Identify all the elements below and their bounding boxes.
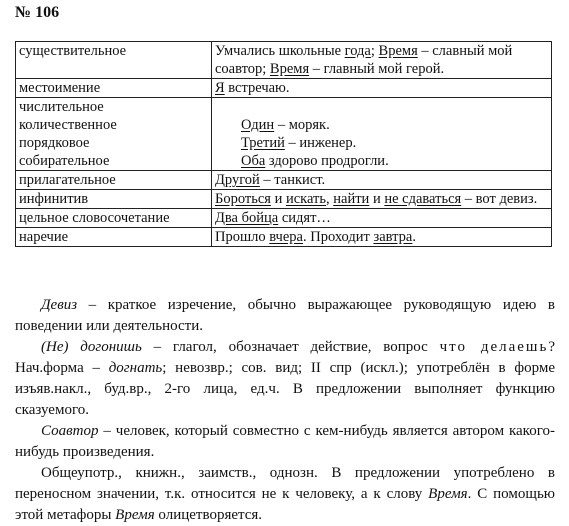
underlined-word: найти	[333, 191, 370, 207]
term-word: Время	[115, 507, 155, 523]
note-text: Общеупотр., книжн., заимств., однозн. В предложении употреблено в переносном значении, т.к. относится не к человеку, а к слову	[15, 465, 555, 502]
example-text: – инженер.	[284, 135, 357, 151]
example-cell	[212, 79, 552, 98]
underlined-word: Бороться	[215, 191, 271, 207]
part-of-speech-label: цельное словосочетание	[19, 210, 170, 226]
part-of-speech-cell	[16, 190, 212, 209]
example-cell	[212, 98, 552, 171]
example-text: . Проходит	[302, 229, 374, 245]
table-row	[16, 98, 552, 171]
underlined-word: Два бойца	[215, 210, 279, 226]
example-cell	[212, 171, 552, 190]
example-line	[215, 134, 548, 152]
example-cell	[212, 228, 552, 247]
term-word: догнать	[108, 360, 163, 376]
part-of-speech-cell	[16, 228, 212, 247]
underlined-word: Время	[269, 61, 310, 77]
example-text: сидят…	[278, 210, 331, 226]
part-of-speech-label: прилагательное	[19, 172, 116, 188]
example-text: Прошло	[215, 229, 270, 245]
example-cell	[212, 190, 552, 209]
note-paragraph	[15, 463, 555, 526]
example-text: ,	[326, 191, 334, 207]
table-row	[16, 190, 552, 209]
term-word: (Не) догонишь	[41, 339, 142, 355]
note-text: олицетворяется.	[154, 507, 263, 523]
underlined-word: не сдаваться	[384, 191, 462, 207]
part-of-speech-label: наречие	[19, 229, 69, 245]
example-cell	[212, 42, 552, 79]
example-text: встречаю.	[224, 80, 290, 96]
underlined-word: Я	[215, 80, 225, 96]
underlined-word: года	[344, 43, 371, 59]
example-text: .	[412, 229, 416, 245]
underlined-word: Третий	[241, 135, 285, 151]
underlined-word: Один	[241, 117, 275, 133]
example-line	[215, 116, 548, 134]
part-of-speech-cell	[16, 79, 212, 98]
exercise-number: № 106	[15, 4, 60, 21]
note-text: что делаешь	[439, 339, 549, 355]
underlined-word: Время	[378, 43, 418, 59]
example-cell	[212, 209, 552, 228]
note-text: – краткое изречение, обычно выражающее руководящую идею в поведении или деятельности.	[15, 297, 555, 334]
underlined-word: завтра	[373, 229, 413, 245]
note-text: ? Нач.форма –	[15, 339, 555, 376]
part-of-speech-label: инфинитив	[19, 191, 89, 207]
term-word: Девиз	[41, 297, 78, 313]
table-row	[16, 209, 552, 228]
note-text: ; невозвр.; сов. вид; II спр (искл.); употреблён в форме изъяв.накл., буд.вр., 2-го лица, ед.ч. В предложении выполняет функцию сказуемого.	[15, 360, 556, 418]
underlined-word: Другой	[215, 172, 260, 188]
example-text: – вот девиз.	[461, 191, 538, 207]
example-line	[215, 152, 548, 170]
table-body	[16, 42, 552, 247]
table-row	[16, 228, 552, 247]
part-of-speech-cell	[16, 171, 212, 190]
term-word: Время	[428, 486, 468, 502]
table-row	[16, 42, 552, 79]
part-of-speech-label: собирательное	[19, 153, 110, 169]
note-paragraph	[15, 295, 555, 337]
part-of-speech-label: количественное	[19, 117, 117, 133]
note-text: . С помощью этой метафоры	[15, 486, 555, 523]
part-of-speech-cell	[16, 209, 212, 228]
table-row	[16, 79, 552, 98]
part-of-speech-label: числительное	[19, 99, 104, 115]
term-word: Соавтор	[41, 423, 99, 439]
note-text: – человек, который совместно с кем-нибудь является автором какого-нибудь произведения.	[15, 423, 555, 460]
underlined-word: искать	[285, 191, 326, 207]
example-text: здорово продрогли.	[265, 153, 389, 169]
part-of-speech-cell	[16, 42, 212, 79]
note-text: – глагол, обозначает действие, вопрос	[141, 339, 440, 355]
underlined-word: Оба	[241, 153, 266, 169]
table-row	[16, 171, 552, 190]
underlined-word: вчера	[269, 229, 303, 245]
example-text: – моряк.	[274, 117, 330, 133]
example-text: – славный мой соавтор;	[215, 43, 513, 77]
example-text: – танкист.	[259, 172, 326, 188]
part-of-speech-label: порядковое	[19, 135, 90, 151]
example-text: ;	[370, 43, 379, 59]
parts-of-speech-table	[15, 41, 552, 247]
example-text: и	[369, 191, 385, 207]
part-of-speech-cell	[16, 98, 212, 171]
explanation-notes	[15, 295, 555, 526]
example-text: Умчались школьные	[215, 43, 345, 59]
example-text: и	[270, 191, 286, 207]
part-of-speech-label: местоимение	[19, 80, 101, 96]
example-text: – главный мой герой.	[309, 61, 445, 77]
note-paragraph	[15, 337, 555, 421]
example-line	[215, 98, 548, 116]
part-of-speech-label: существительное	[19, 43, 127, 59]
note-paragraph	[15, 421, 555, 463]
